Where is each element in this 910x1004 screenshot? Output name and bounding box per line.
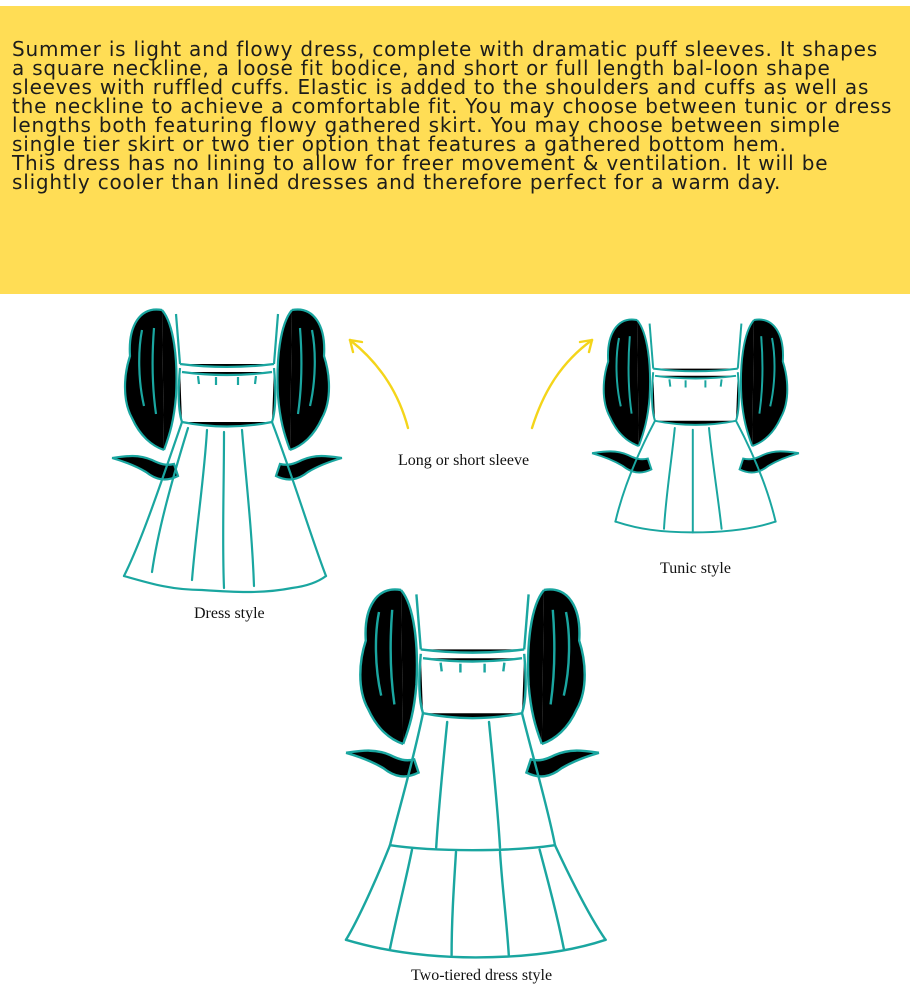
- tunic-style-drawing: [592, 320, 799, 533]
- two-tiered-style-label: Two-tiered dress style: [411, 967, 553, 984]
- arrow-to-dress-icon: [350, 340, 408, 428]
- description-paragraph-1: Summer is light and flowy dress, complete with dramatic puff sleeves. It shapes a square neckline, a loose fit bodice, and short or full length bal-loon shape sleeves with ruffled cuffs. Elastic is added to the shoulders and cuffs as well as the neckline to achieve a comfortable fit. You may choose between tunic or dress lengths both featuring flowy gathered skirt. You may choose between simple single tier skirt or two tier option that features a gathered bottom hem.: [12, 37, 893, 156]
- description-paragraph-2: This dress has no lining to allow for freer movement & ventilation. It will be slightly cooler than lined dresses and therefore perfect for a warm day.: [12, 151, 829, 194]
- dress-style-drawing: [112, 309, 342, 592]
- arrow-to-tunic-icon: [532, 340, 592, 428]
- sleeve-note-label: Long or short sleeve: [398, 452, 530, 469]
- tunic-style-label: Tunic style: [660, 560, 731, 577]
- two-tiered-dress-drawing: [346, 589, 606, 957]
- dress-style-label: Dress style: [194, 605, 265, 622]
